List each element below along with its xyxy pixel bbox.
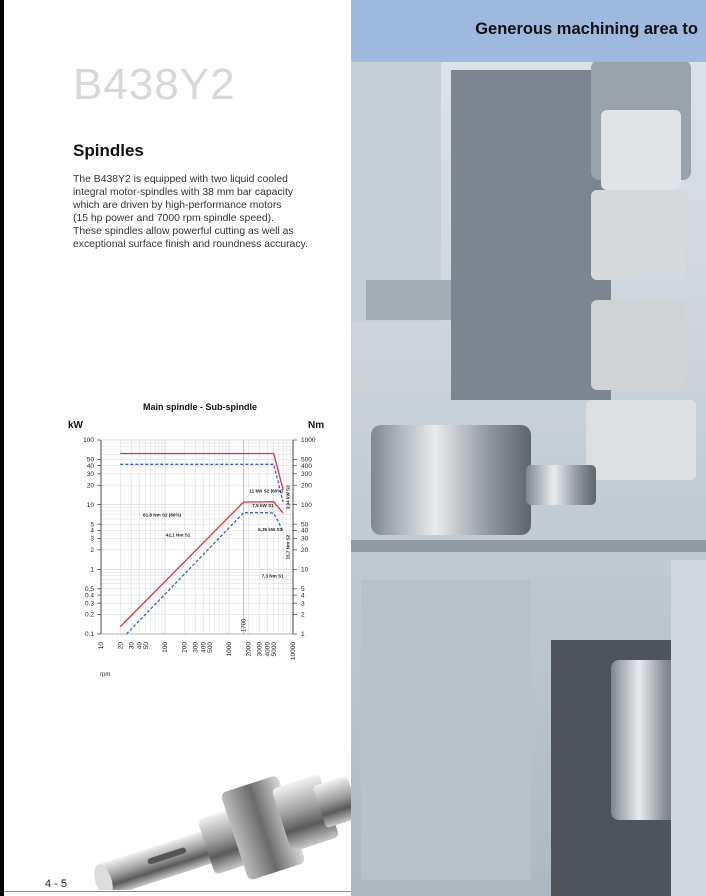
spindle-chart — [60, 398, 340, 688]
y-tick-label-left: 0.2 — [84, 611, 94, 619]
page-rule — [4, 891, 354, 892]
x-tick-label: 500 — [206, 642, 214, 653]
body-line: which are driven by high-performance motors — [73, 199, 282, 211]
y-tick-label-left: 30 — [86, 471, 94, 479]
y-tick-label-right: 200 — [301, 482, 312, 490]
model-name: B438Y2 — [73, 60, 236, 109]
y-tick-label-right: 20 — [301, 547, 309, 555]
section-title: Spindles — [73, 141, 144, 160]
series-line-torque-2 — [120, 454, 283, 490]
x-tick-label: 400 — [200, 642, 208, 653]
chart-title: Main spindle - Sub-spindle — [142, 402, 258, 412]
chart-annotation: 42,1 Nm S1 — [165, 532, 191, 538]
x-tick-label: 10 — [98, 642, 106, 650]
y-tick-label-right: 5 — [301, 585, 305, 593]
y-tick-label-left: 1 — [90, 566, 94, 574]
x-tick-label: 40 — [136, 642, 144, 650]
y-tick-label-right: 10 — [301, 566, 309, 574]
y-tick-label-left: 2 — [90, 547, 94, 555]
y-tick-label-left: 40 — [86, 462, 94, 470]
y-tick-label-left: 3 — [90, 535, 94, 543]
body-line: exceptional surface finish and roundness accuracy. — [73, 238, 308, 250]
x-tick-label: 200 — [181, 642, 189, 653]
x-tick-label: 20 — [117, 642, 125, 650]
y-tick-label-left: 20 — [86, 482, 94, 490]
chart-annotation: 11 kW S2 (60%) — [249, 488, 283, 494]
body-line: The B438Y2 is equipped with two liquid cooled — [73, 174, 288, 185]
x-tick-label: 3000 — [256, 642, 264, 657]
body-line: These spindles allow powerful cutting as well as — [73, 225, 294, 237]
x-tick-label: 10000 — [290, 642, 298, 661]
banner-title: Generous machining area to — [475, 20, 698, 38]
x-axis-label: rpm — [100, 672, 111, 678]
x-tick-label: 2000 — [245, 642, 253, 657]
y-tick-label-left: 0.3 — [84, 600, 94, 608]
page-spine — [0, 0, 4, 896]
y-tick-label-left: 5 — [90, 521, 94, 529]
y-tick-label-right: 4 — [301, 592, 305, 600]
y-tick-label-right: 1000 — [301, 437, 316, 445]
chart-annotation-vertical: 3,94 kW S2 — [285, 485, 291, 510]
y-tick-label-right: 40 — [301, 527, 309, 535]
y-tick-label-right: 1 — [301, 631, 305, 639]
y-tick-label-right: 2 — [301, 611, 305, 619]
chart-annotation: 7,5 kW S1 — [252, 503, 274, 509]
y-tick-label-left: 0.1 — [84, 631, 94, 639]
page-number: 4 - 5 — [45, 878, 68, 890]
chart-annotation: 61,8 Nm S2 (60%) — [143, 512, 182, 518]
y-tick-label-right: 300 — [301, 471, 312, 479]
series-line-torque-3 — [120, 464, 283, 502]
spindle-shaft-image — [80, 755, 360, 890]
chart-annotation-vertical: 15,7 Nm S2 — [285, 534, 291, 560]
spindle-chart-svg — [60, 398, 340, 688]
y-tick-label-left: 50 — [86, 456, 94, 464]
x-tick-label: 5000 — [270, 642, 278, 657]
x-tick-label: 30 — [128, 642, 136, 650]
y-tick-label-right: 400 — [301, 462, 312, 470]
y-tick-label-left: 0.5 — [84, 585, 94, 593]
machine-photo — [351, 0, 706, 896]
series-line-power-0 — [120, 502, 283, 627]
x-tick-label: 300 — [192, 642, 200, 653]
chart-annotation: 5,35 kW S1 — [258, 527, 283, 533]
y-tick-label-right: 100 — [301, 501, 312, 509]
body-paragraph — [73, 174, 333, 251]
y-axis-label-left: kW — [68, 420, 83, 431]
x-tick-label: 50 — [142, 642, 150, 650]
y-tick-label-left: 10 — [86, 501, 94, 509]
x-tick-label: 1000 — [226, 642, 234, 657]
x-tick-label: 4000 — [264, 642, 272, 657]
y-tick-label-right: 30 — [301, 535, 309, 543]
y-axis-label-right: Nm — [308, 420, 325, 431]
y-tick-label-right: 500 — [301, 456, 312, 464]
x-tick-label: 100 — [162, 642, 170, 653]
y-tick-label-right: 3 — [301, 600, 305, 608]
body-line: integral motor-spindles with 38 mm bar capacity — [73, 186, 294, 198]
header-banner — [351, 0, 706, 62]
y-tick-label-right: 50 — [301, 521, 309, 529]
y-tick-label-left: 0.4 — [84, 592, 94, 600]
y-tick-label-left: 100 — [83, 437, 94, 445]
vline-label: 1700 — [241, 618, 248, 632]
body-line: (15 hp power and 7000 rpm spindle speed). — [73, 212, 275, 224]
chart-annotation: 7,3 Nm S1 — [261, 573, 284, 579]
y-tick-label-left: 4 — [90, 527, 94, 535]
